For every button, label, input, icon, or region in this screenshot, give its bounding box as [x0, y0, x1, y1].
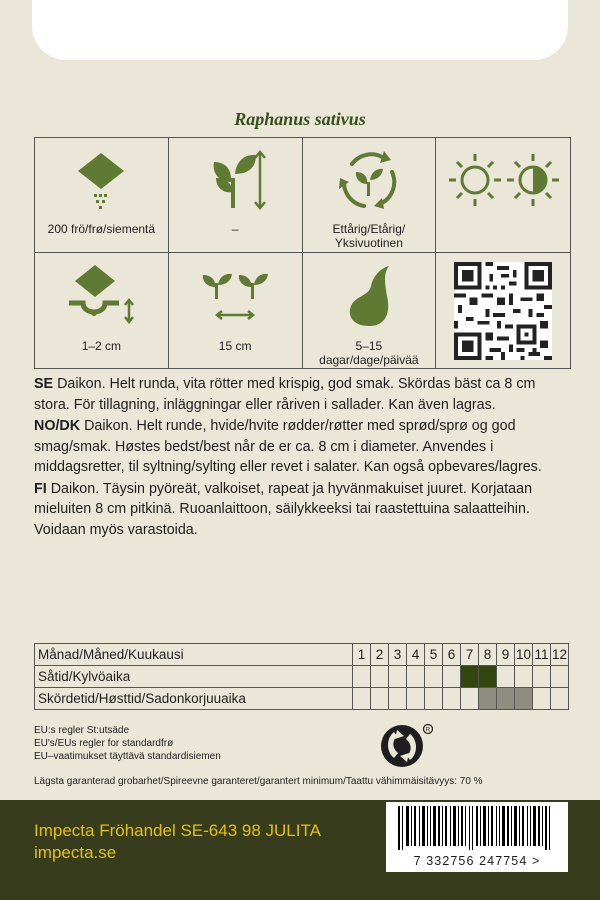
month-cell: 11 [533, 644, 551, 666]
sow-month-4 [407, 666, 425, 688]
lang-code-se: SE [34, 376, 54, 392]
description-no-text: Daikon. Helt runde, hvide/hvite rødder/røtter med sprød/sprø og god smag/smak. Høstes bedst/best når de er ca. 8 cm i diameter. Anvendes i middagsretter, til syltning/sylting eller revet i salater. Kan også opbevares/lagres. [34, 418, 542, 475]
harvest-month-5 [425, 688, 443, 710]
sow-month-1 [353, 666, 371, 688]
month-cell: 12 [551, 644, 569, 666]
month-cell: 9 [497, 644, 515, 666]
description-fi-text: Daikon. Täysin pyöreät, valkoiset, rapeat ja hyvänmakuiset juuret. Korjataan mieluiten 8 cm pitkinä. Ruoanlaittoon, säilykkeeksi tai raastettuina salaatteihin. Voidaan myös varastoida. [34, 480, 533, 538]
svg-text:R: R [425, 727, 431, 734]
hang-hole-cutout [32, 0, 568, 60]
plant-height-icon [169, 144, 302, 216]
month-cell: 7 [461, 644, 479, 666]
qr-code-cell [436, 253, 570, 368]
sow-month-11 [533, 666, 551, 688]
life-cycle-label: Ettårig/Etårig/ Yksivuotinen [332, 222, 406, 250]
sow-month-9 [497, 666, 515, 688]
height-cell [169, 138, 303, 253]
sow-month-6 [443, 666, 461, 688]
company-website[interactable]: impecta.se [34, 843, 117, 862]
germination-days-cell [303, 253, 437, 368]
sow-month-10 [515, 666, 533, 688]
sowing-depth-icon [35, 259, 168, 331]
germination-guarantee: Lägsta garanterad grobarhet/Spireevne garanteret/garantert minimum/Taattu vähimmäisitävyys: 70 % [34, 776, 483, 787]
harvest-month-3 [389, 688, 407, 710]
sow-month-2 [371, 666, 389, 688]
plant-spacing-icon [169, 259, 302, 331]
description-block [34, 374, 574, 541]
eu-rules-no: EU's/EUs regler for standardfrø [34, 738, 174, 749]
description-norwegian-danish [34, 416, 574, 478]
month-cell: 5 [425, 644, 443, 666]
annual-cycle-icon [303, 144, 436, 216]
sow-month-12 [551, 666, 569, 688]
month-cell: 1 [353, 644, 371, 666]
month-cell: 6 [443, 644, 461, 666]
sowing-time-label: Såtid/Kylvöaika [35, 666, 353, 688]
green-dot-recycling-icon [380, 722, 434, 777]
company-info [34, 820, 321, 864]
month-header-label: Månad/Måned/Kuukausi [35, 644, 353, 666]
harvest-month-12 [551, 688, 569, 710]
spacing-cell [169, 253, 303, 368]
seed-packet-icon [35, 144, 168, 216]
eu-rules-se: EU:s regler St:utsäde [34, 725, 130, 736]
harvest-month-10 [515, 688, 533, 710]
month-cell: 3 [389, 644, 407, 666]
calendar-month-row [35, 644, 569, 666]
calendar-harvest-row [35, 688, 569, 710]
barcode-bars [386, 802, 568, 852]
description-finnish [34, 479, 574, 541]
harvest-month-2 [371, 688, 389, 710]
sowing-depth-label: 1–2 cm [81, 339, 122, 353]
species-name: Raphanus sativus [234, 109, 366, 129]
company-address: Impecta Fröhandel SE-643 98 JULITA [34, 821, 321, 840]
qr-code-icon [436, 261, 570, 361]
sun-requirement-cell [436, 138, 570, 253]
germination-days-label: 5–15 dagar/dage/päivää [319, 339, 419, 367]
sowing-depth-cell [35, 253, 169, 368]
sun-half-shade-icon [436, 144, 570, 216]
sow-month-7 [461, 666, 479, 688]
height-label: – [231, 222, 239, 236]
harvest-time-label: Skördetid/Høsttid/Sadonkorjuuaika [35, 688, 353, 710]
description-se-text: Daikon. Helt runda, vita rötter med krispig, god smak. Skördas bäst ca 8 cm stora. För tillagning, inläggningar eller råriven i sallader. Kan även lagras. [34, 376, 536, 413]
growing-info-grid [34, 137, 571, 369]
life-cycle-cell [303, 138, 437, 253]
harvest-month-9 [497, 688, 515, 710]
seed-count-label: 200 frö/frø/siementä [47, 222, 156, 236]
spacing-label: 15 cm [218, 339, 252, 353]
sowing-calendar [34, 643, 569, 710]
eu-rules-text [34, 724, 221, 763]
month-cell: 10 [515, 644, 533, 666]
eu-rules-fi: EU–vaatimukset täyttävä standardisiemen [34, 751, 221, 762]
barcode-number: 7 332756 247754 > [386, 850, 568, 872]
harvest-month-8 [479, 688, 497, 710]
description-swedish [34, 374, 574, 415]
harvest-month-7 [461, 688, 479, 710]
month-cell: 8 [479, 644, 497, 666]
month-cell: 2 [371, 644, 389, 666]
lang-code-no-dk: NO/DK [34, 418, 81, 434]
harvest-month-4 [407, 688, 425, 710]
calendar-sowing-row [35, 666, 569, 688]
sow-month-5 [425, 666, 443, 688]
harvest-month-6 [443, 688, 461, 710]
month-cell: 4 [407, 644, 425, 666]
sow-month-3 [389, 666, 407, 688]
sow-month-8 [479, 666, 497, 688]
lang-code-fi: FI [34, 480, 47, 497]
harvest-month-11 [533, 688, 551, 710]
seed-count-cell [35, 138, 169, 253]
harvest-month-1 [353, 688, 371, 710]
sprouting-seed-icon [303, 259, 436, 331]
